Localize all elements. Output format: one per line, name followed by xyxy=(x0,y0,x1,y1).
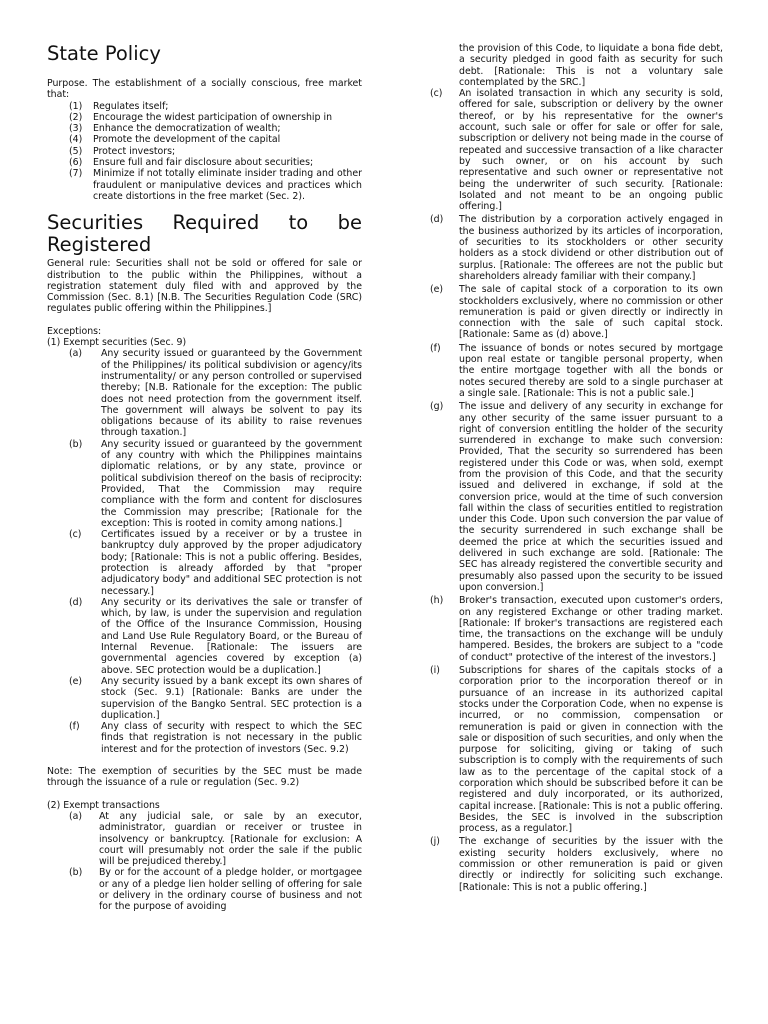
purpose-item xyxy=(69,101,362,112)
list-item-text: Any class of security with respect to which the SEC finds that registration is not necessary in the public interest and for the protection of investors (Sec. 9.2) xyxy=(101,721,362,755)
list-item-label: (a) xyxy=(69,810,83,822)
exempt-transaction-item xyxy=(430,401,723,593)
exempt-transaction-item xyxy=(430,343,723,399)
list-item-text: Certificates issued by a receiver or by a trustee in bankruptcy duly approved by the proper adjudicatory body; [Rationale: This is not a public offering. Besides, protection is already afforded by that "proper adjudicatory body" and additional SEC protection is not necessary.] xyxy=(101,529,362,597)
left-column xyxy=(47,0,362,913)
right-column xyxy=(430,0,723,893)
list-item-label: (b) xyxy=(69,438,83,450)
list-item-label: (c) xyxy=(69,529,82,541)
exempt-transaction-item xyxy=(430,595,723,663)
exempt-transaction-item xyxy=(430,665,723,834)
list-item-label: (3) xyxy=(69,123,83,135)
list-item-text: Enhance the democratization of wealth; xyxy=(93,123,281,135)
list-item-text: The issue and delivery of any security in exchange for any other security of the same issuer pursuant to a right of conversion entitling the holder of the security surrendered in exchange to make such conversion: Provided, That the security so surrendered has been registered under this Code or was, when sold, exempt from the provision of this Code, and that the security issued and delivered in exchange, if sold at the conversion price, would at the time of such conversion fall within the class of securities entitled to registration under this Code. Upon such conversion the par value of the security surrendered in such exchange shall be deemed the price at which the securities issued and delivered in such exchange are sold. [Rationale: The SEC has already registered the convertible security and presumably also passed upon the security to be issued upon conversion.] xyxy=(459,401,723,593)
exempt-transaction-item xyxy=(430,836,723,892)
note-text: Note: The exemption of securities by the SEC must be made through the issuance of a rule or regulation (Sec. 9.2) xyxy=(47,766,362,789)
list-item-text: Any security issued or guaranteed by the Government of the Philippines/ its political subdivision or agency/its instrumentality/ or any person controlled or supervised thereby; [N.B. Rationale for the exception: The public does not need protection from the government itself. The government will always be solvent to pay its obligations because of its ability to raise revenues through taxation.] xyxy=(101,348,362,439)
exempt-transaction-item xyxy=(430,88,723,212)
purpose-item xyxy=(69,123,362,134)
exempt-transactions-list-continued xyxy=(430,88,723,893)
list-item-label: (i) xyxy=(430,665,440,677)
list-item-label: (h) xyxy=(430,595,444,607)
list-item-text: Broker's transaction, executed upon customer's orders, on any registered Exchange or other trading market. [Rationale: If broker's transactions are registered each time, the transactions on the exchange will be unduly hampered. Besides, the brokers are subject to a "code of conduct" protective of the interest of the investors.] xyxy=(459,595,723,663)
list-item-label: (7) xyxy=(69,168,83,180)
list-item-text: Protect investors; xyxy=(93,145,176,157)
list-item-text: Subscriptions for shares of the capitals stocks of a corporation prior to the incorporation thereof or in pursuance of an increase in its authorized capital stocks under the Corporation Code, when no expense is incurred, or no commission, compensation or remuneration is paid or given in connection with the sale or disposition of such securities, and only when the purpose for soliciting, giving or taking of such subscription is to comply with the requirements of such law as to the percentage of the capital stock of a corporation which should be subscribed before it can be registered and duly incorporated, or its authorized, capital increase. [Rationale: This is not a public offering. Besides, the SEC is involved in the subscription process, as a regulator.] xyxy=(459,665,724,835)
list-item-text: The sale of capital stock of a corporation to its own stockholders exclusively, where no commission or other remuneration is paid or given directly or indirectly in connection with the sale of such capital stock. [Rationale: Same as (d) above.] xyxy=(459,284,723,341)
exempt-securities-list xyxy=(47,348,362,755)
list-item-text: At any judicial sale, or sale by an executor, administrator, guardian or receiver or trustee in insolvency or bankruptcy. [Rationale for exclusion: A court will presumably not order the sale if the public will be prejudiced thereby.] xyxy=(99,810,362,868)
list-item-label: (d) xyxy=(430,214,444,226)
exempt-transaction-item xyxy=(430,214,723,282)
list-item-text: Any security or its derivatives the sale or transfer of which, by law, is under the supervision and regulation of the Office of the Insurance Commission, Housing and Land Use Rule Regulatory Board, or the Bureau of Internal Revenue. [Rationale: The issuers are governmental agencies covered by exception (a) above. SEC protection would be a duplication.] xyxy=(101,596,362,676)
list-item-text: An isolated transaction in which any security is sold, offered for sale, subscription or delivery by the owner thereof, or by his representative for the owner's account, such sale or offer for sale or offer for sale, subscription or delivery not being made in the course of repeated and successive transaction of a like character by such owner, or on his account by such representative and such owner or representative not being the underwriter of such security. [Rationale: Isolated and not meant to be an ongoing public offering.] xyxy=(459,88,723,213)
list-item-text: Promote the development of the capital xyxy=(93,134,281,146)
list-item-text: The issuance of bonds or notes secured by mortgage upon real estate or tangible personal property, when the entire mortgage together with all the bonds or notes secured thereby are sold to a single purchaser at a single sale. [Rationale: This is not a public sale.] xyxy=(459,342,723,399)
list-item-label: (b) xyxy=(69,867,83,879)
list-item-label: (j) xyxy=(430,836,440,848)
state-policy-heading: State Policy xyxy=(47,42,161,65)
list-item-text: Any security issued by a bank except its own shares of stock (Sec. 9.1) [Rationale: Banks are under the supervision of the Bangko Sentral. SEC protection is a duplication.] xyxy=(101,675,362,721)
exceptions-label: Exceptions: xyxy=(47,325,102,337)
list-item-label: (1) xyxy=(69,100,83,112)
purpose-text: Purpose. The establishment of a socially conscious, free market that: xyxy=(47,78,362,101)
exempt-security-item xyxy=(69,529,362,597)
general-rule-text: General rule: Securities shall not be sold or offered for sale or distribution to the public within the Philippines, without a registration statement duly filed with and approved by the Commission (Sec. 8.1) [N.B. The Securities Regulation Code (SRC) regulates public offering within the Philippines.] xyxy=(47,258,362,315)
list-item-text: By or for the account of a pledge holder, or mortgagee or any of a pledge lien holder selling of offering for sale or delivery in the ordinary course of business and not for the purpose of avoiding xyxy=(99,867,362,913)
list-item-label: (d) xyxy=(69,596,83,608)
list-item-label: (f) xyxy=(69,721,80,733)
list-item-text: Any security issued or guaranteed by the government of any country with which the Philippines maintains diplomatic relations, or by any state, province or political subdivision thereof on the basis of reciprocity: Provided, That the Commission may require compliance with the form and content for disclosures the Commission may prescribe; [Rationale for the exception: This is rooted in comity among nations.] xyxy=(101,438,362,529)
exempt-security-item xyxy=(69,676,362,721)
list-item-text: The distribution by a corporation actively engaged in the business authorized by its articles of incorporation, of securities to its stockholders or other security holders as a stock dividend or other distribution out of surplus. [Rationale: The offerees are not the public but shareholders already familiar with their company.] xyxy=(459,214,723,282)
list-item-label: (4) xyxy=(69,134,83,146)
list-item-label: (e) xyxy=(430,284,444,296)
exempt-transaction-item xyxy=(69,811,362,867)
purpose-item xyxy=(69,134,362,145)
purpose-item xyxy=(69,157,362,168)
securities-registered-heading: Securities Required to be Registered xyxy=(47,211,362,257)
exempt-security-item xyxy=(69,439,362,529)
list-item-label: (g) xyxy=(430,401,444,413)
exempt-security-item xyxy=(69,597,362,676)
list-item-text: Regulates itself; xyxy=(93,100,169,112)
list-item-label: (f) xyxy=(430,342,441,354)
exempt-security-item xyxy=(69,348,362,438)
list-item-text: Minimize if not totally eliminate insider trading and other fraudulent or manipulative devices and practices which create distortions in the free market (Sec. 2). xyxy=(93,168,362,202)
list-item-label: (5) xyxy=(69,145,83,157)
exempt-transactions-list xyxy=(47,811,362,913)
list-item-label: (e) xyxy=(69,675,83,687)
list-item-label: (6) xyxy=(69,157,83,169)
purpose-item xyxy=(69,168,362,202)
list-item-label: (c) xyxy=(430,88,443,100)
list-item-text: Ensure full and fair disclosure about securities; xyxy=(93,157,314,169)
purpose-item xyxy=(69,112,362,123)
exempt-securities-label: (1) Exempt securities (Sec. 9) xyxy=(47,337,187,349)
purpose-list xyxy=(47,101,362,203)
list-item-text: Encourage the widest participation of ownership in xyxy=(93,111,333,123)
list-item-text: The exchange of securities by the issuer with the existing security holders exclusively, where no commission or other remuneration is paid or given directly or indirectly for soliciting such exchange. [Rationale: This is not a public offering.] xyxy=(459,836,723,893)
list-item-label: (2) xyxy=(69,111,83,123)
list-item-label: (a) xyxy=(69,348,83,360)
purpose-item xyxy=(69,146,362,157)
exempt-transactions-label: (2) Exempt transactions xyxy=(47,799,160,811)
exempt-transaction-item xyxy=(69,867,362,912)
continuation-text: the provision of this Code, to liquidate a bona fide debt, a security pledged in good faith as security for such debt. [Rationale: This is not a voluntary sale contemplated by the SRC.] xyxy=(459,43,723,88)
exempt-security-item xyxy=(69,721,362,755)
exempt-transaction-item xyxy=(430,284,723,340)
